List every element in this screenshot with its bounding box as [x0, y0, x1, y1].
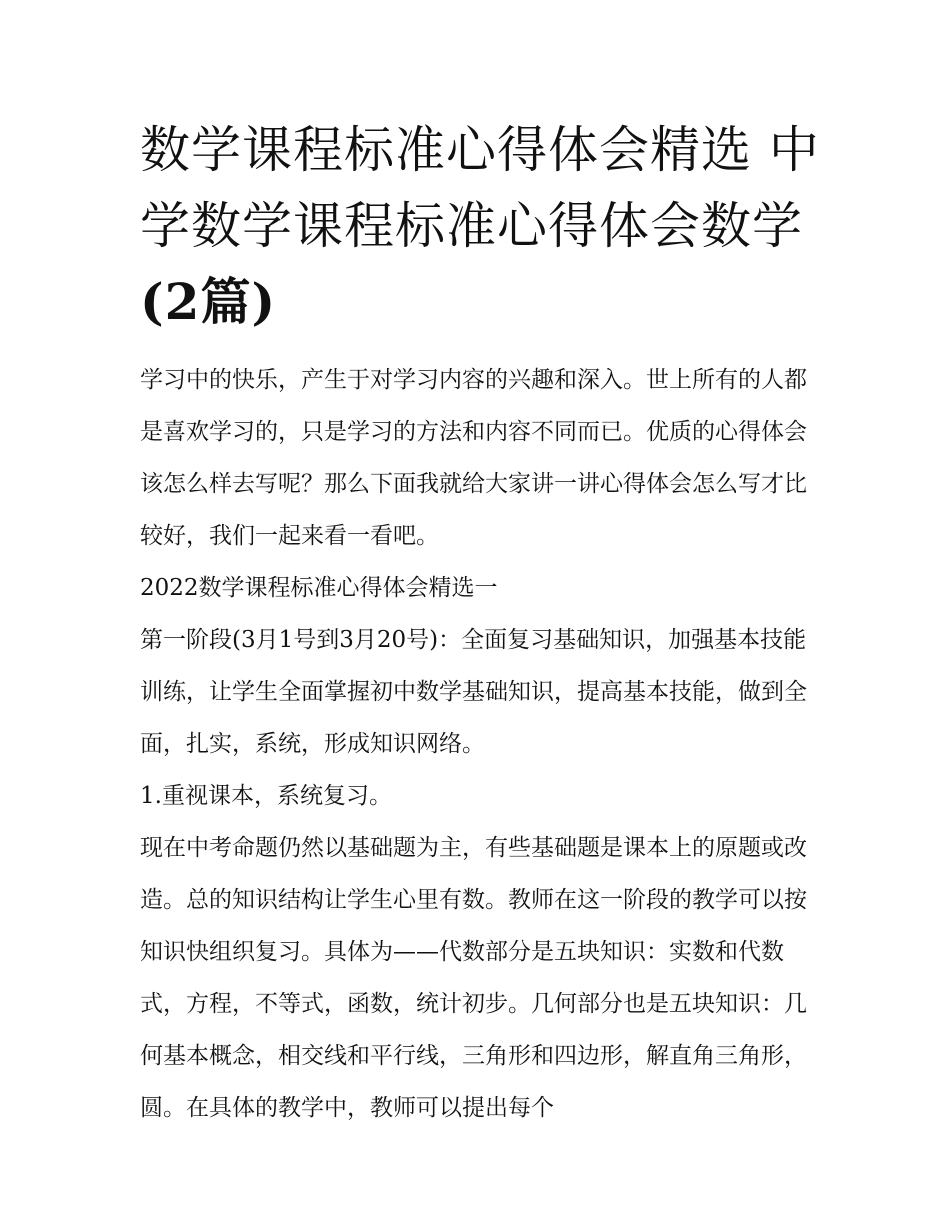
intro-paragraph: 学习中的快乐，产生于对学习内容的兴趣和深入。世上所有的人都是喜欢学习的，只是学习的方法和内容不同而已。优质的心得体会该怎么样去写呢？那么下面我就给大家讲一讲心得体会怎么写才比较好，我们一起来看一看吧。 [140, 367, 807, 549]
stage-one-paragraph: 第一阶段(3月1号到3月20号)：全面复习基础知识，加强基本技能训练，让学生全面掌握初中数学基础知识，提高基本技能，做到全面，扎实，系统，形成知识网络。 [140, 627, 807, 757]
document-page [140, 112, 820, 1134]
title-suffix: (2篇) [140, 272, 277, 331]
point-one-heading: 1.重视课本，系统复习。 [140, 783, 392, 809]
body-paragraph: 现在中考命题仍然以基础题为主，有些基础题是课本上的原题或改造。总的知识结构让学生心里有数。教师在这一阶段的教学可以按知识快组织复习。具体为——代数部分是五块知识：实数和代数式，方程，不等式，函数，统计初步。几何部分也是五块知识：几何基本概念，相交线和平行线，三角形和四边形，解直角三角形，圆。在具体的教学中，教师可以提出每个 [140, 835, 807, 1121]
title-main: 数学课程标准心得体会精选 中学数学课程标准心得体会数学 [140, 121, 820, 255]
section-heading: 2022数学课程标准心得体会精选一 [140, 575, 498, 601]
document-title [140, 112, 820, 340]
